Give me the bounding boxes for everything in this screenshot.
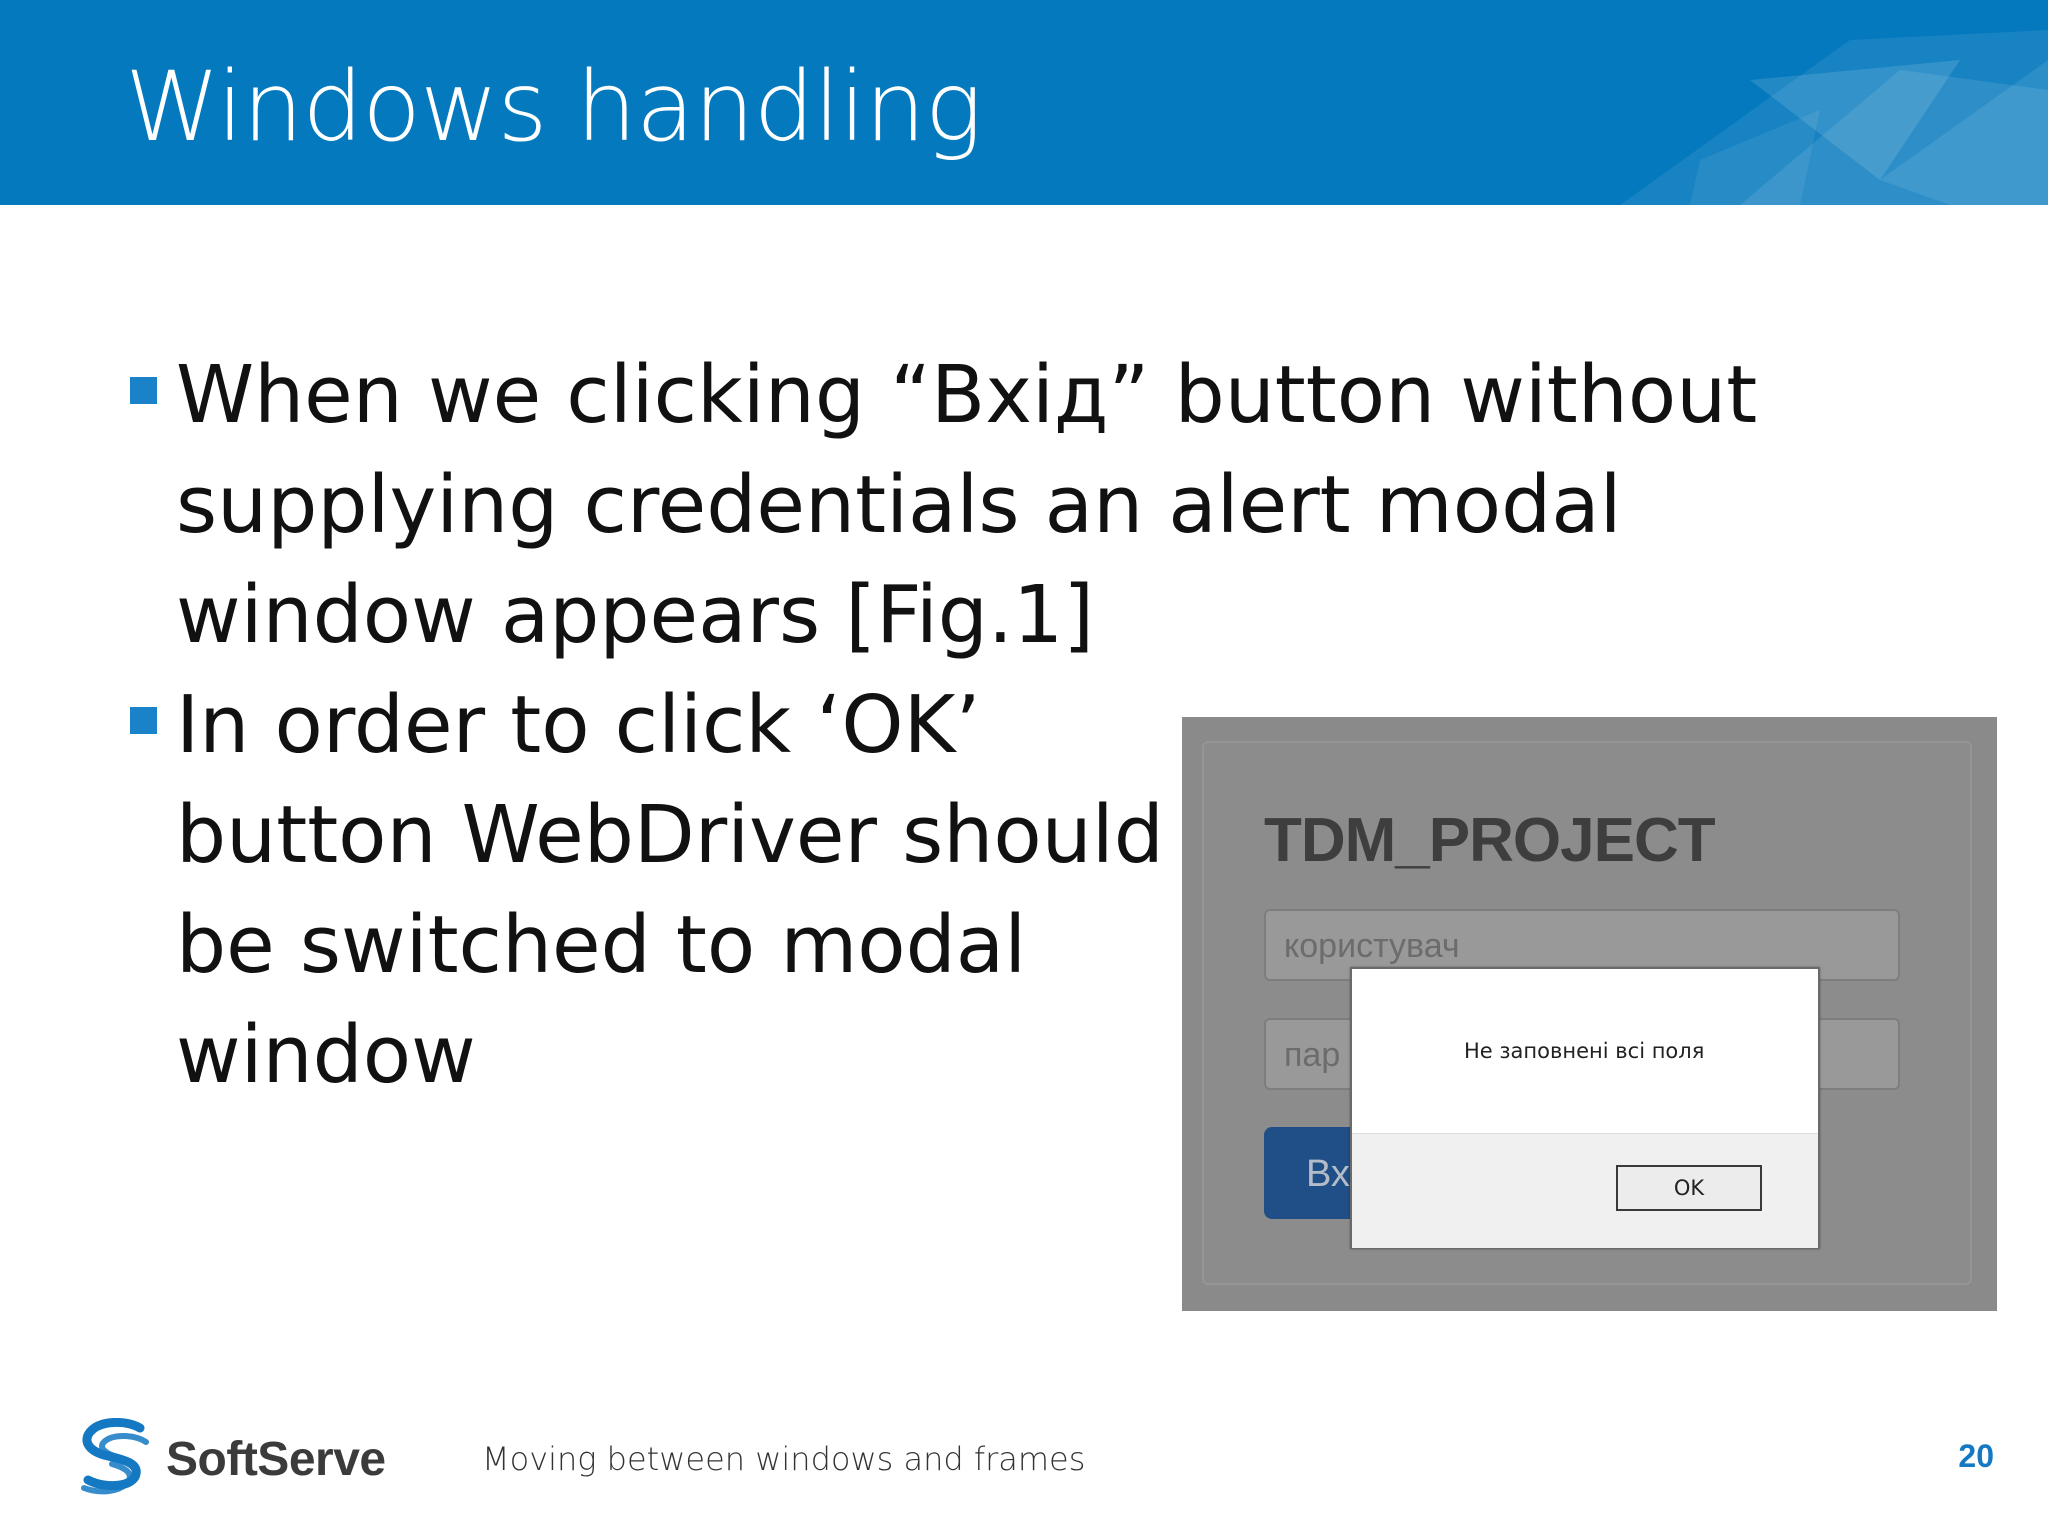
slide-title: Windows handling: [125, 51, 982, 163]
page-number: 20: [1958, 1438, 1994, 1474]
alert-dialog: [1350, 967, 1820, 1249]
footer-caption: Moving between windows and frames: [482, 1440, 1086, 1478]
bullet-marker: [130, 707, 157, 734]
project-title: TDM_PROJECT: [1264, 806, 1715, 875]
bullet-text: In order to click ‘OK’ button WebDriver should be switched to modal window: [176, 679, 1164, 1101]
alert-body: [1352, 969, 1818, 1133]
figure-screenshot: [1182, 717, 1997, 1311]
title-banner: [0, 0, 2048, 205]
softserve-logo-icon: [78, 1418, 154, 1502]
password-field[interactable]: пар: [1264, 1018, 1900, 1090]
username-field[interactable]: користувач: [1264, 909, 1900, 981]
bullet-marker: [130, 377, 157, 404]
login-button[interactable]: Вх: [1264, 1127, 1424, 1219]
alert-message: Не заповнені всі поля: [1464, 1039, 1705, 1063]
bullet-item: [130, 340, 1850, 670]
bullet-text: When we clicking “Вхід” button without supplying credentials an alert modal window appears [Fig.1]: [176, 349, 1758, 661]
softserve-logo: [78, 1418, 418, 1502]
logo-wordmark: SoftServe: [166, 1433, 386, 1486]
ok-button[interactable]: OK: [1616, 1165, 1762, 1211]
